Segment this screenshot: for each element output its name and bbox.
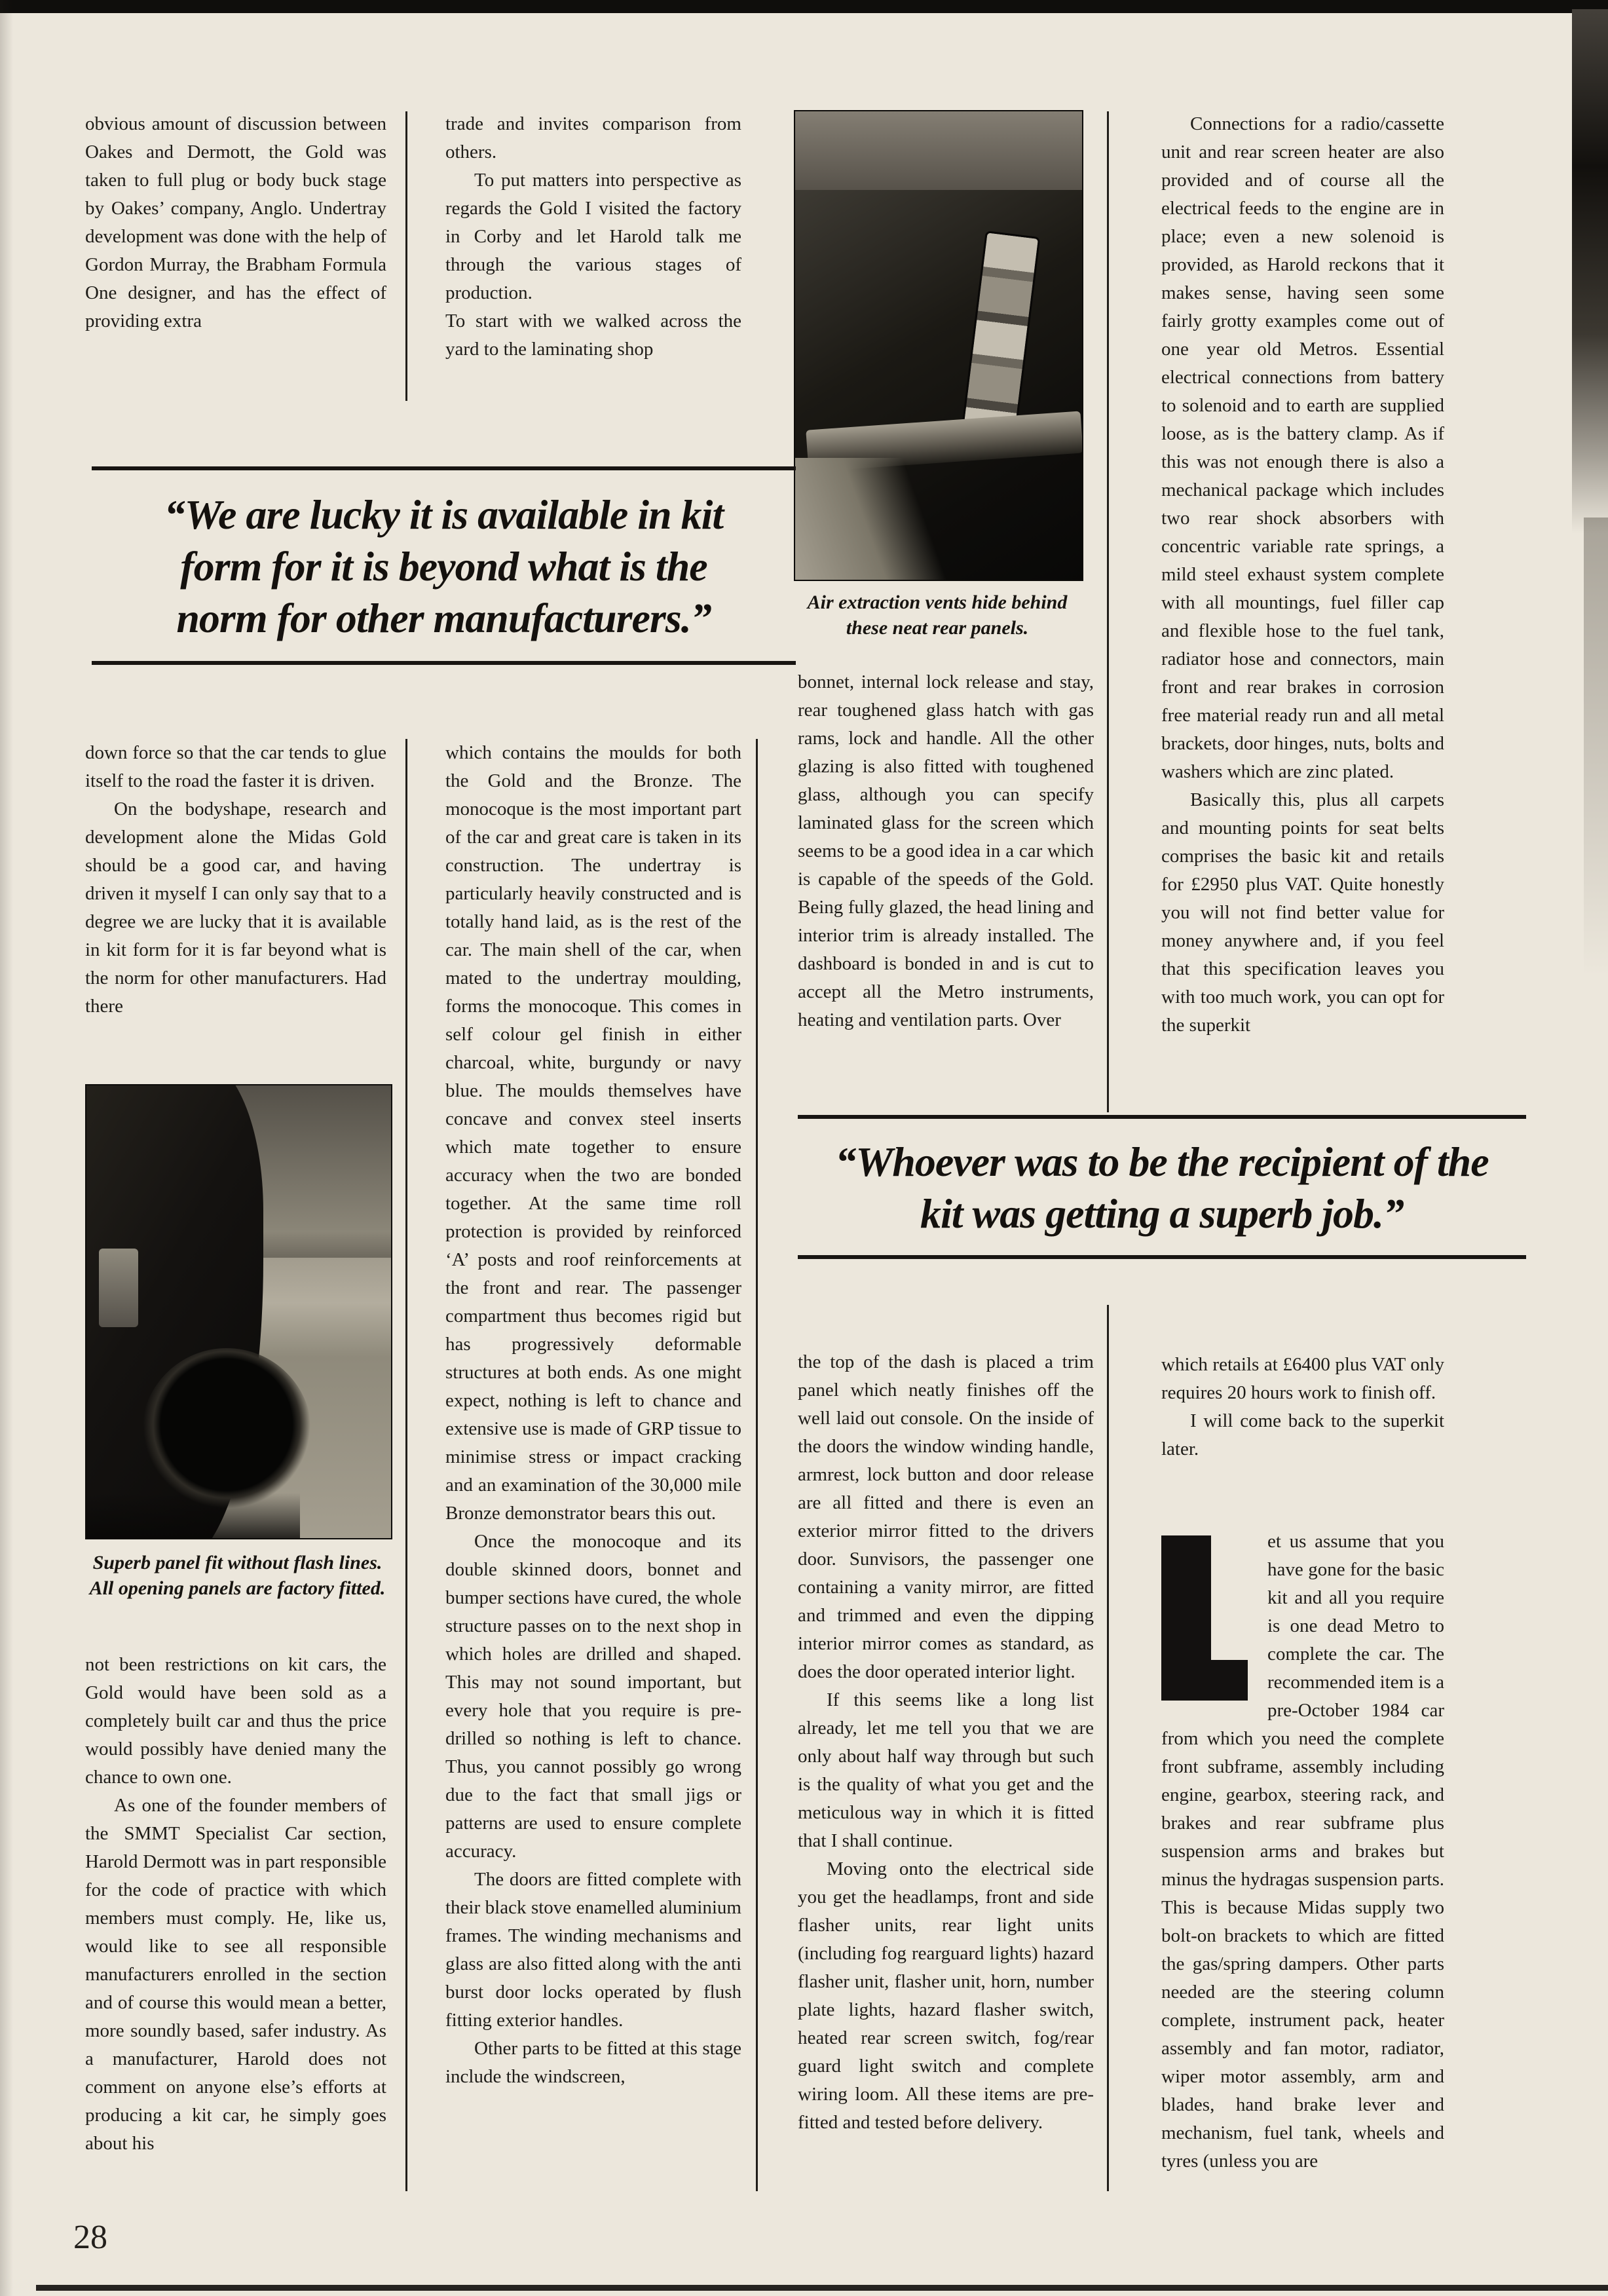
column-2-top xyxy=(445,110,741,364)
article-paragraph: On the bodyshape, research and development alone the Midas Gold should be a good car, and having driven it myself I can only say that to a degree we are lucky that it is available in kit form for it is far beyond what is the norm for other manufacturers. Had there xyxy=(85,799,386,1017)
column-rule xyxy=(405,111,407,401)
article-paragraph: down force so that the car tends to glue itself to the road the faster it is driven. xyxy=(85,742,386,791)
article-paragraph: As one of the founder members of the SMMT Specialist Car section, Harold Dermott was in part responsible for the code of practice with which members must comply. He, like us, would like to see all responsible manufacturers enrolled in the section and of course this would mean a better, more soundly based, safer industry. As a manufacturer, Harold does not comment on anyone else’s efforts at producing a kit car, he simply goes about his xyxy=(85,1795,386,2154)
article-paragraph: bonnet, internal lock release and stay, rear toughened glass hatch with gas rams, lock and handle. All the other glazing is also fitted with toughened glass, although you can specify laminated glass for the screen which seems to be a good idea in a car which is capable of the speeds of the Gold. Being fully glazed, the head lining and interior trim is already installed. The dashboard is bonded in and is cut to accept all the Metro instruments, heating and ventilation parts. Over xyxy=(798,671,1094,1030)
article-paragraph-dropcap xyxy=(1161,1528,1444,2175)
column-1-top xyxy=(85,110,386,335)
photo-rear-vents xyxy=(794,110,1083,581)
article-paragraph: The doors are fitted complete with their black stove enamelled aluminium frames. The winding mechanisms and glass are also fitted along with the anti burst door locks operated by flush fitting exterior handles. xyxy=(445,1869,741,2031)
article-paragraph: Once the monocoque and its double skinned doors, bonnet and bumper sections have cured, the whole structure passes on to the next shop in which holes are drilled and shaped. This may not sound important, but every hole that you require is pre-drilled so nothing is left to chance. Thus, you cannot possibly go wrong due to the fact that small jigs or patterns are used to ensure complete accuracy. xyxy=(445,1531,741,1862)
column-3-body-lower xyxy=(798,1348,1094,2137)
article-paragraph: If this seems like a long list already, let me tell you that we are only about half way through but such is the quality of what you get and the meticulous way in which it is fitted that I shall continue. xyxy=(798,1689,1094,1851)
column-rule xyxy=(756,739,758,2191)
column-2-body xyxy=(445,739,741,2091)
article-paragraph: which retails at £6400 plus VAT only requires 20 hours work to finish off. xyxy=(1161,1354,1444,1403)
photo-panel-fit xyxy=(85,1084,392,1539)
car-shadow-shape xyxy=(86,1493,300,1538)
pull-quote-text: “Whoever was to be the recipient of the kit was getting a superb job.” xyxy=(835,1139,1489,1237)
article-paragraph: trade and invites comparison from others. xyxy=(445,113,741,162)
scan-edge-top xyxy=(0,0,1608,13)
column-1-bottom xyxy=(85,1651,386,2158)
article-paragraph-text: et us assume that you have gone for the basic kit and all you require is one dead Metro to complete the car. The recommended item is a pre-October 1984 car from which you need the complete front subframe, assembly including engine, gearbox, steering rack, and brakes and rear subframe plus suspension arms and brakes but minus the hydragas suspension parts. This is because Midas supply two bolt-on brackets to which are fitted the gas/spring dampers. Other parts needed are the steering column complete, instrument pack, heater assembly and fan motor, radiator, wiper motor assembly, arm and blades, hand brake lever and mechanism, fuel tank, wheels and tyres (unless you are xyxy=(1161,1531,1444,2172)
column-4-bottom xyxy=(1161,1528,1444,2175)
column-4-middle xyxy=(1161,1351,1444,1463)
scan-edge-left xyxy=(0,0,13,2296)
article-paragraph: Basically this, plus all carpets and mounting points for seat belts comprises the basic kit and retails for £2950 plus VAT. Quite honestly you will not find better value for money anywhere and, if you feel that this specification leaves you with too much work, you can opt for the superkit xyxy=(1161,789,1444,1036)
column-4-top xyxy=(1161,110,1444,1040)
pull-quote-rule-bottom xyxy=(92,661,796,665)
scan-edge-right xyxy=(1572,9,1608,533)
column-rule xyxy=(1107,111,1109,1112)
road-surface-shape xyxy=(795,458,953,580)
column-1-middle xyxy=(85,739,386,1021)
pull-quote-text: “We are lucky it is available in kit form for it is beyond what is the norm for other manufacturers.” xyxy=(164,491,724,641)
article-paragraph: the top of the dash is placed a trim panel which neatly finishes off the well laid out console. On the inside of the doors the window winding handle, armrest, lock button and door release are all fitted and there is even an exterior mirror fitted to the drivers door. Sunvisors, the passenger one containing a vanity mirror, are fitted and trimmed and even the dipping interior mirror comes as standard, as does the door operated interior light. xyxy=(798,1351,1094,1682)
page-number: 28 xyxy=(73,2219,107,2256)
article-paragraph: Connections for a radio/cassette unit and rear screen heater are also provided and of course all the electrical feeds to the engine are in place; even a new solenoid is provided, as Harold reckons that it makes sense, having seen some fairly grotty examples come out of one year old Metros. Essential electrical connections from battery to solenoid and to earth are supplied loose, as is the battery clamp. As if this was not enough there is also a mechanical package which includes two rear shock absorbers with concentric variable rate springs, a mild steel exhaust system complete with all mountings, fuel filler cap and flexible hose to the fuel tank, radiator hose and connectors, main front and rear brakes in corrosion free material ready run and all metal brackets, door hinges, nuts, bolts and washers which are zinc plated. xyxy=(1161,113,1444,782)
column-rule xyxy=(405,739,407,2191)
column-3-body-upper xyxy=(798,668,1094,1034)
scan-edge-bottom xyxy=(36,2285,1608,2291)
photo-caption: Air extraction vents hide behind these neat rear panels. xyxy=(807,592,1068,639)
article-paragraph: not been restrictions on kit cars, the Gold would have been sold as a completely built car and thus the price would possibly have denied many the chance to own one. xyxy=(85,1654,386,1788)
scan-edge-right-smudge xyxy=(1584,518,1608,976)
article-paragraph: which contains the moulds for both the Gold and the Bronze. The monocoque is the most important part of the car and great care is taken in its construction. The undertray is particularly heavily constructed and is totally hand laid, as is the rest of the car. The main shell of the car, when mated to the undertray moulding, forms the monocoque. This comes in self colour gel finish in either charcoal, white, burgundy or navy blue. The moulds themselves have concave and convex steel inserts which mate together to ensure accuracy when the two are bonded together. At the same time roll protection is provided by reinforced ‘A’ posts and roof reinforcements at the front and rear. The passenger compartment thus becomes rigid but has progressively deformable structures at both ends. As one might expect, nothing is left to chance and extensive use is made of GRP tissue to minimise stress or impact cracking and an examination of the 30,000 mile Bronze demonstrator bears this out. xyxy=(445,742,741,1524)
article-paragraph: I will come back to the superkit later. xyxy=(1161,1410,1444,1459)
pull-quote-rule-bottom xyxy=(798,1255,1526,1259)
column-rule xyxy=(1107,1305,1109,2191)
pull-quote-2 xyxy=(798,1115,1526,1259)
pull-quote-1 xyxy=(92,466,796,665)
article-paragraph: obvious amount of discussion between Oakes and Dermott, the Gold was taken to full plug or body buck stage by Oakes’ company, Anglo. Undertray development was done with the help of Gordon Murray, the Brabham Formula One designer, and has the effect of providing extra xyxy=(85,113,386,331)
article-paragraph: Moving onto the electrical side you get the headlamps, front and side flasher units, rear light units (including fog rearguard lights) hazard flasher unit, flasher unit, horn, number plate lights, hazard flasher switch, heated rear screen switch, fog/rear guard light switch and complete wiring loom. All these items are pre-fitted and tested before delivery. xyxy=(798,1858,1094,2133)
article-paragraph: Other parts to be fitted at this stage include the windscreen, xyxy=(445,2038,741,2087)
photo-caption: Superb panel fit without flash lines. All opening panels are factory fitted. xyxy=(89,1552,386,1599)
article-paragraph: To start with we walked across the yard to the laminating shop xyxy=(445,311,741,360)
rear-light-shape xyxy=(99,1249,138,1327)
article-paragraph: To put matters into perspective as regards the Gold I visited the factory in Corby and let Harold talk me through the various stages of production. xyxy=(445,170,741,303)
drop-cap-letter xyxy=(1161,1535,1248,1701)
